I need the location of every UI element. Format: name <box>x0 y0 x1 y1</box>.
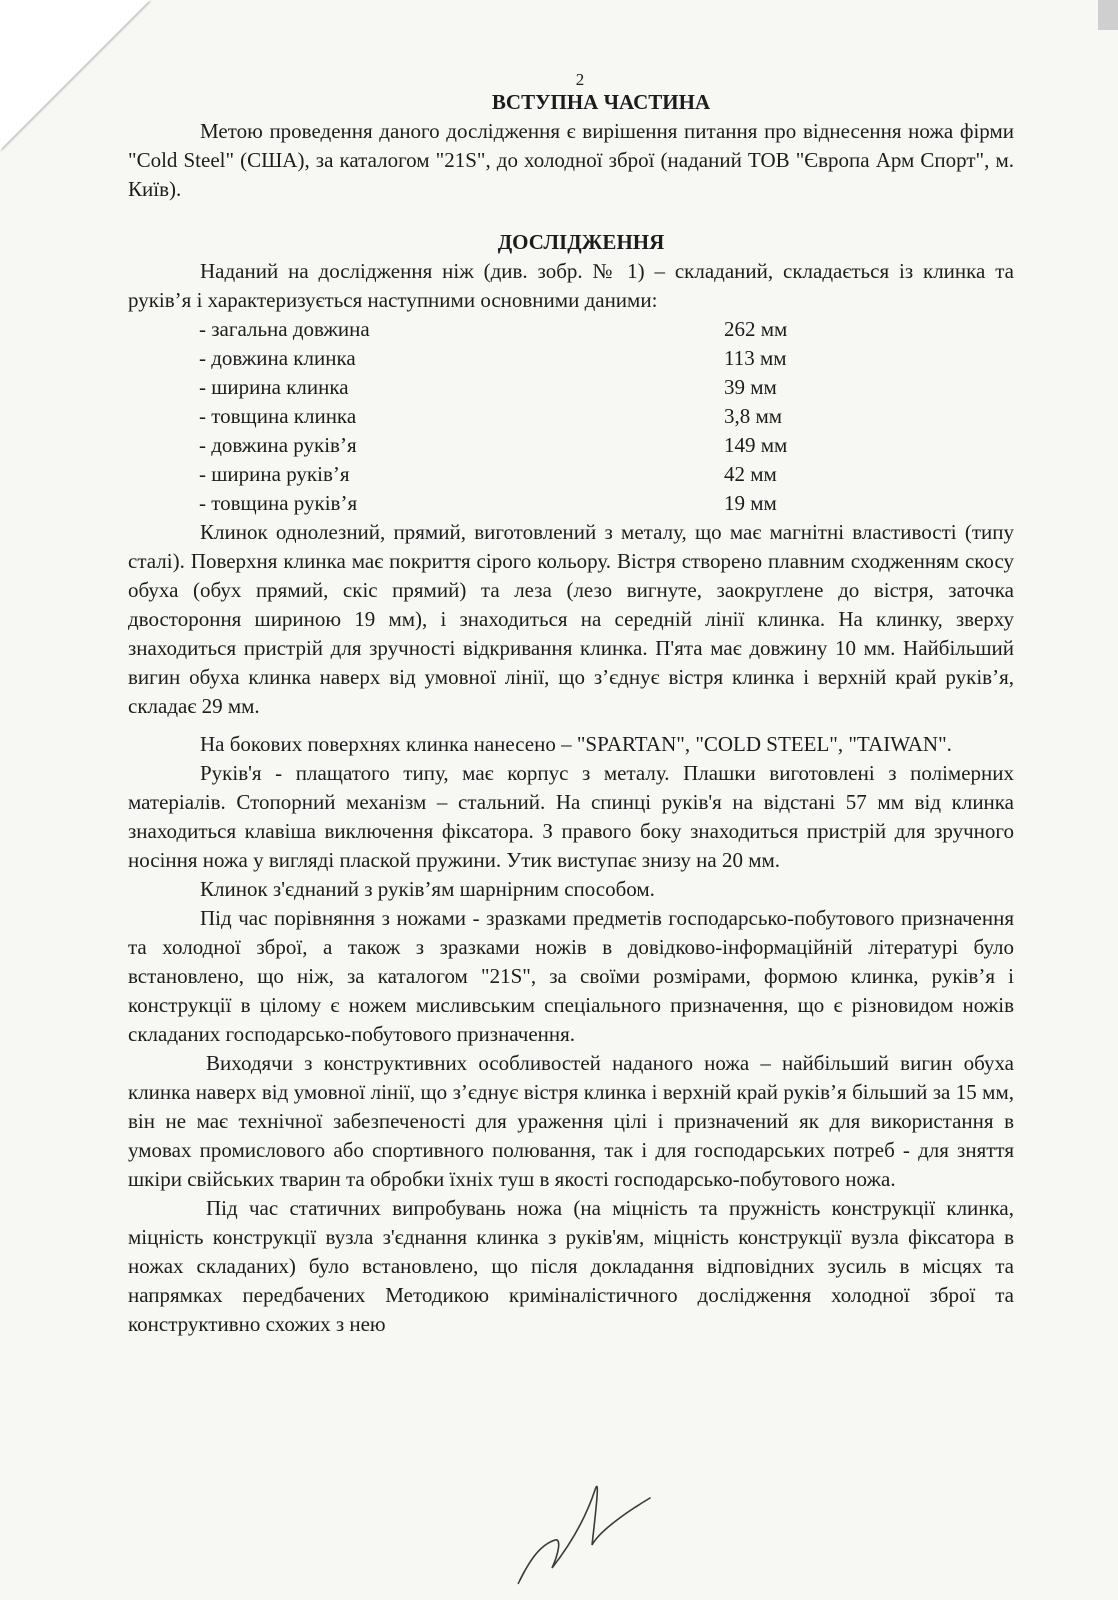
page-edge-shadow <box>1098 0 1118 30</box>
parameter-value: 113 мм <box>724 346 787 370</box>
parameter-value: 19 мм <box>724 491 777 515</box>
parameter-value: 262 мм <box>724 317 788 341</box>
parameter-row <box>199 344 1014 373</box>
parameter-row <box>199 431 1014 460</box>
handle-description: Руків'я - плащатого типу, має корпус з металу. Плашки виготовлені з полімерних матеріалів. Стопорний механізм – стальний. На спинці руків'я на відстані 57 мм від клинка знаходиться клавіша виключення фіксатора. З правого боку знаходиться пристрій для зручного носіння ножа у вигляді плаской пружини. Утик виступає знизу на 20 мм. <box>128 761 1014 872</box>
parameter-label: - товщина руків’я <box>199 491 358 515</box>
document-body <box>128 88 1014 1339</box>
parameter-row <box>199 460 1014 489</box>
static-tests-paragraph: Під час статичних випробувань ножа (на міцність та пружність конструкції клинка, міцність конструкції вузла з'єднання клинка з руків'ям, міцність конструкції вузла фіксатора в ножах складаних) було встановлено, що після докладання відповідних зусиль в місцях та напрямках передбачених Методикою криміналістичного дослідження холодної зброї та конструктивно схожих з нею <box>128 1196 1014 1336</box>
page-number: 2 <box>575 70 585 89</box>
research-intro-paragraph: Наданий на дослідження ніж (див. зобр. № 1) – складаний, складається із клинка та руків’я і характеризується наступними основними даними: <box>128 259 1014 312</box>
intro-heading: ВСТУПНА ЧАСТИНА <box>491 90 711 114</box>
hinge-description: Клинок з'єднаний з руків’ям шарнірним способом. <box>200 877 655 901</box>
parameter-row <box>199 315 1014 344</box>
parameter-label: - довжина руків’я <box>199 433 357 457</box>
conclusion-paragraph: Виходячи з конструктивних особливостей наданого ножа – найбільший вигин обуха клинка наверх від умовної лінії, що з’єднує вістря клинка і верхній край руків’я більший за 15 мм, він не має технічної забезпеченості для ураження цілі і призначений як для використання в умовах промислового або спортивного полювання, так і для господарських потреб - для зняття шкіри свійських тварин та обробки їхніх туш в якості господарсько-побутового ножа. <box>128 1051 1014 1191</box>
blade-markings: На бокових поверхнях клинка нанесено – "SPARTAN", "COLD STEEL", "TAIWAN". <box>200 732 952 756</box>
parameter-value: 149 мм <box>724 433 788 457</box>
handwritten-signature <box>500 1450 660 1590</box>
comparison-paragraph: Під час порівняння з ножами - зразками предметів господарсько-побутового призначення та холодної зброї, а також з зразками ножів в довідково-інформаційній літературі було встановлено, що ніж, за каталогом "21S", за своїми розмірами, формою клинка, руків’я і конструкції в цілому є ножем мисливським спеціального призначення, що є різновидом ножів складаних господарсько-побутового призначення. <box>128 906 1014 1046</box>
parameter-label: - ширина руків’я <box>199 462 350 486</box>
research-heading: ДОСЛІДЖЕННЯ <box>497 230 665 254</box>
intro-paragraph: Метою проведення даного дослідження є вирішення питання про віднесення ножа фірми "Cold Steel" (США), за каталогом "21S", до холодної зброї (наданий ТОВ "Європа Арм Спорт", м. Київ). <box>128 119 1014 201</box>
parameter-label: - загальна довжина <box>199 317 370 341</box>
parameter-label: - товщина клинка <box>199 404 357 428</box>
parameter-value: 3,8 мм <box>724 404 783 428</box>
parameter-list <box>199 315 1014 518</box>
parameter-label: - довжина клинка <box>199 346 356 370</box>
parameter-row <box>199 373 1014 402</box>
parameter-value: 42 мм <box>724 462 777 486</box>
parameter-row <box>199 402 1014 431</box>
parameter-value: 39 мм <box>724 375 777 399</box>
blade-description: Клинок однолезний, прямий, виготовлений з металу, що має магнітні властивості (типу сталі). Поверхня клинка має покриття сірого кольору. Вістря створено плавним сходженням скосу обуха (обух прямий, скіс прямий) та леза (лезо вигнуте, заокруглене до вістря, заточка двостороння шириною 19 мм), і знаходиться на середній лінії клинка. На клинку, зверху знаходиться пристрій для зручності відкривання клинка. П'ята має довжину 10 мм. Найбільший вигин обуха клинка наверх від умовної лінії, що з’єднує вістря клинка і верхній край руків’я, складає 29 мм. <box>128 520 1014 718</box>
parameter-row <box>199 489 1014 518</box>
parameter-label: - ширина клинка <box>199 375 349 399</box>
